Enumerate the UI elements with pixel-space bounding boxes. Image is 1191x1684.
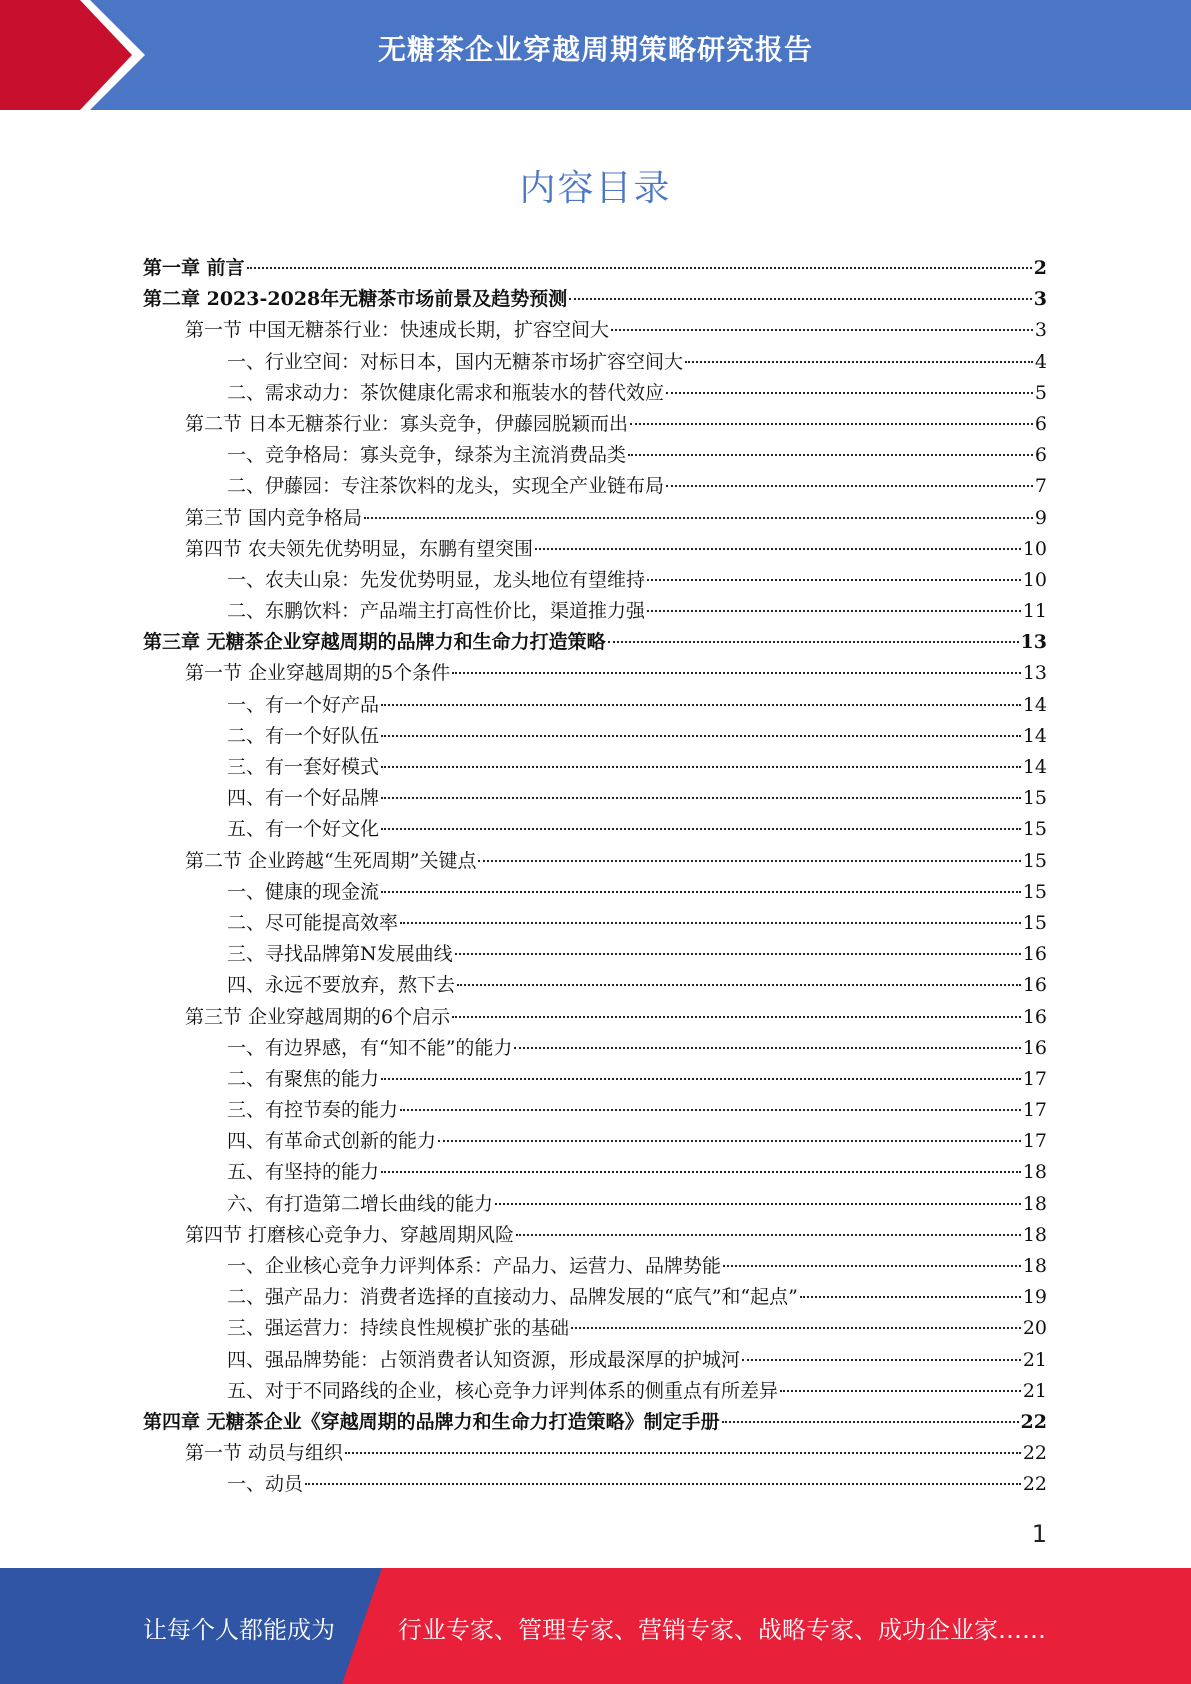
toc-entry[interactable] (143, 721, 1047, 752)
toc-entry[interactable] (143, 347, 1047, 378)
toc-dot-leader (723, 1265, 1021, 1267)
toc-entry-page: 10 (1022, 568, 1047, 591)
footer-slogan-left: 让每个人都能成为 (143, 1616, 335, 1644)
toc-entry-title: 一、健康的现金流 (227, 880, 380, 903)
toc-entry[interactable] (143, 565, 1047, 596)
toc-dot-leader (400, 1109, 1021, 1111)
toc-entry-title: 第三节 企业穿越周期的6个启示 (185, 1005, 451, 1028)
toc-entry[interactable] (143, 1064, 1047, 1095)
toc-entry[interactable] (143, 315, 1047, 346)
toc-entry-page: 22 (1022, 1473, 1047, 1496)
toc-entry[interactable] (143, 1376, 1047, 1407)
toc-entry[interactable] (143, 814, 1047, 845)
toc-entry-page: 16 (1022, 1005, 1047, 1028)
toc-dot-leader (345, 1452, 1021, 1454)
toc-dot-leader (800, 1296, 1021, 1298)
toc-entry-page: 2 (1033, 257, 1047, 279)
toc-entry-page: 20 (1022, 1317, 1047, 1340)
toc-entry-title: 四、有一个好品牌 (227, 787, 380, 810)
toc-entry-title: 一、竞争格局：寡头竞争，绿茶为主流消费品类 (227, 444, 627, 467)
toc-entry-page: 5 (1034, 381, 1047, 404)
toc-entry[interactable] (143, 970, 1047, 1001)
toc-dot-leader (495, 1203, 1021, 1205)
toc-dot-leader (381, 797, 1021, 799)
toc-entry-page: 21 (1022, 1379, 1047, 1402)
toc-entry-page: 6 (1034, 412, 1047, 435)
toc-entry-title: 一、行业空间：对标日本，国内无糖茶市场扩容空间大 (227, 350, 684, 373)
toc-dot-leader (400, 922, 1021, 924)
toc-entry-title: 五、对于不同路线的企业，核心竞争力评判体系的侧重点有所差异 (227, 1379, 779, 1402)
toc-entry-page: 15 (1022, 880, 1047, 903)
toc-dot-leader (535, 548, 1021, 550)
toc-entry-title: 一、动员 (227, 1473, 304, 1496)
toc-entry-page: 9 (1034, 506, 1047, 529)
toc-dot-leader (452, 672, 1021, 674)
toc-entry[interactable] (143, 1126, 1047, 1157)
toc-dot-leader (381, 891, 1021, 893)
header-bar (0, 0, 1191, 110)
toc-entry[interactable] (143, 378, 1047, 409)
toc-entry-page: 6 (1034, 444, 1047, 467)
toc-entry[interactable] (143, 1407, 1047, 1438)
toc-entry[interactable] (143, 1095, 1047, 1126)
toc-entry[interactable] (143, 1251, 1047, 1282)
toc-entry-page: 4 (1034, 350, 1047, 373)
toc-entry[interactable] (143, 253, 1047, 284)
toc-entry-title: 一、农夫山泉：先发优势明显，龙头地位有望维持 (227, 568, 646, 591)
toc-entry[interactable] (143, 1220, 1047, 1251)
report-title: 无糖茶企业穿越周期策略研究报告 (377, 33, 813, 66)
toc-dot-leader (381, 735, 1021, 737)
toc-entry-title: 四、有革命式创新的能力 (227, 1130, 437, 1153)
toc-entry[interactable] (143, 534, 1047, 565)
toc-entry-title: 二、有聚焦的能力 (227, 1067, 380, 1090)
toc-entry-page: 17 (1022, 1067, 1047, 1090)
toc-entry-title: 四、永远不要放弃，熬下去 (227, 974, 456, 997)
toc-dot-leader (381, 766, 1021, 768)
toc-entry-title: 二、尽可能提高效率 (227, 911, 399, 934)
toc-dot-leader (247, 267, 1032, 269)
toc-entry-title: 二、强产品力：消费者选择的直接动力、品牌发展的“底气”和“起点” (227, 1286, 798, 1309)
toc-entry-page: 14 (1022, 756, 1047, 778)
toc-entry[interactable] (143, 908, 1047, 939)
toc-dot-leader (381, 1171, 1021, 1173)
toc-entry-title: 三、有控节奏的能力 (227, 1099, 399, 1122)
toc-entry[interactable] (143, 1189, 1047, 1220)
toc-dot-leader (666, 485, 1033, 487)
toc-entry-page: 19 (1022, 1286, 1047, 1309)
toc-entry-page: 15 (1022, 818, 1047, 841)
toc-entry-title: 第一章 前言 (143, 257, 245, 279)
toc-entry-page: 14 (1022, 693, 1047, 716)
footer-slogan-right: 行业专家、管理专家、营销专家、战略专家、成功企业家…… (398, 1616, 1046, 1644)
toc-entry-title: 六、有打造第二增长曲线的能力 (227, 1192, 494, 1215)
toc-dot-leader (685, 361, 1033, 363)
toc-dot-leader (457, 984, 1021, 986)
toc-entry-page: 13 (1020, 631, 1047, 654)
toc-entry-page: 21 (1022, 1348, 1047, 1371)
toc-entry-page: 3 (1033, 288, 1047, 311)
toc-entry-title: 第一节 中国无糖茶行业：快速成长期，扩容空间大 (185, 319, 610, 342)
toc-entry[interactable] (143, 690, 1047, 721)
toc-entry[interactable] (143, 658, 1047, 689)
toc-dot-leader (381, 828, 1021, 830)
toc-entry-title: 三、寻找品牌第N发展曲线 (227, 943, 453, 966)
toc-entry-title: 五、有坚持的能力 (227, 1161, 380, 1184)
toc-entry-title: 二、需求动力：茶饮健康化需求和瓶装水的替代效应 (227, 381, 665, 404)
toc-entry-page: 15 (1022, 911, 1047, 934)
toc-dot-leader (455, 953, 1021, 955)
toc-entry[interactable] (143, 1345, 1047, 1376)
toc-entry-title: 第四节 农夫领先优势明显，东鹏有望突围 (185, 537, 534, 560)
toc-entry[interactable] (143, 409, 1047, 440)
toc-entry[interactable] (143, 939, 1047, 970)
toc-entry-title: 二、伊藤园：专注茶饮料的龙头，实现全产业链布局 (227, 475, 665, 498)
toc-entry-page: 11 (1022, 600, 1047, 623)
toc-entry[interactable] (143, 471, 1047, 502)
toc-dot-leader (364, 517, 1033, 519)
toc-dot-leader (571, 1327, 1021, 1329)
toc-entry-page: 15 (1022, 849, 1047, 872)
toc-entry[interactable] (143, 1002, 1047, 1033)
toc-entry[interactable] (143, 877, 1047, 908)
toc-entry-page: 18 (1022, 1223, 1047, 1246)
toc-dot-leader (628, 454, 1033, 456)
page-number: 1 (1031, 1520, 1047, 1548)
toc-entry-title: 第二章 2023-2028年无糖茶市场前景及趋势预测 (143, 288, 568, 311)
toc-entry[interactable] (143, 284, 1047, 315)
toc-dot-leader (381, 704, 1021, 706)
toc-dot-leader (611, 329, 1033, 331)
toc-entry-title: 二、有一个好队伍 (227, 724, 380, 747)
toc-entry-page: 3 (1034, 319, 1047, 342)
toc-entry-page: 17 (1022, 1099, 1047, 1122)
toc-entry-title: 三、强运营力：持续良性规模扩张的基础 (227, 1317, 570, 1340)
toc-entry-title: 一、有边界感，有“知不能”的能力 (227, 1036, 513, 1059)
toc-entry-title: 第三章 无糖茶企业穿越周期的品牌力和生命力打造策略 (143, 631, 606, 654)
toc-entry[interactable] (143, 1157, 1047, 1188)
toc-entry-title: 一、有一个好产品 (227, 693, 380, 716)
toc-entry-page: 15 (1022, 787, 1047, 810)
toc-entry[interactable] (143, 846, 1047, 877)
toc-entry-page: 22 (1022, 1442, 1047, 1465)
toc-entry-title: 第四节 打磨核心竞争力、穿越周期风险 (185, 1223, 515, 1246)
toc-entry-title: 第二节 企业跨越“生死周期”关键点 (185, 849, 477, 872)
toc-dot-leader (647, 579, 1021, 581)
toc-dot-leader (305, 1483, 1021, 1485)
toc-dot-leader (478, 860, 1020, 862)
toc-entry[interactable] (143, 783, 1047, 814)
toc-entry-page: 16 (1022, 974, 1047, 997)
toc-entry-page: 13 (1022, 662, 1047, 685)
toc-entry-page: 16 (1022, 943, 1047, 966)
toc-entry[interactable] (143, 1438, 1047, 1469)
toc-entry[interactable] (143, 440, 1047, 471)
toc-entry-title: 第二节 日本无糖茶行业：寡头竞争，伊藤园脱颖而出 (185, 412, 629, 435)
toc-dot-leader (608, 641, 1019, 643)
toc-entry-title: 第一节 动员与组织 (185, 1442, 344, 1465)
toc-entry[interactable] (143, 596, 1047, 627)
toc-entry[interactable] (143, 752, 1047, 783)
toc-entry[interactable] (143, 1282, 1047, 1313)
toc-entry-title: 第一节 企业穿越周期的5个条件 (185, 662, 451, 685)
toc-dot-leader (722, 1421, 1019, 1423)
toc-entry-title: 三、有一套好模式 (227, 756, 380, 778)
toc-entry-page: 17 (1022, 1130, 1047, 1153)
toc-entry-page: 18 (1022, 1161, 1047, 1184)
toc-dot-leader (569, 298, 1032, 300)
toc-entry-title: 第三节 国内竞争格局 (185, 506, 363, 529)
toc-entry-page: 18 (1022, 1255, 1047, 1277)
toc-entry[interactable] (143, 1033, 1047, 1064)
toc-entry-page: 7 (1034, 475, 1047, 498)
toc-entry[interactable] (143, 1313, 1047, 1344)
toc-dot-leader (516, 1234, 1021, 1236)
toc-dot-leader (452, 1016, 1021, 1018)
toc-dot-leader (438, 1140, 1021, 1142)
toc-entry-page: 14 (1022, 724, 1047, 747)
toc-dot-leader (742, 1359, 1021, 1361)
toc-dot-leader (514, 1047, 1020, 1049)
toc-entry[interactable] (143, 503, 1047, 534)
toc-entry-page: 22 (1020, 1410, 1047, 1433)
toc-entry-title: 五、有一个好文化 (227, 818, 380, 841)
toc-entry[interactable] (143, 627, 1047, 658)
toc-entry-title: 一、企业核心竞争力评判体系：产品力、运营力、品牌势能 (227, 1255, 722, 1277)
toc-entry-title: 第四章 无糖茶企业《穿越周期的品牌力和生命力打造策略》制定手册 (143, 1410, 720, 1433)
toc-entry[interactable] (143, 1469, 1047, 1500)
toc-dot-leader (381, 1078, 1021, 1080)
table-of-contents (143, 253, 1047, 1501)
toc-dot-leader (647, 610, 1021, 612)
toc-entry-page: 16 (1022, 1036, 1047, 1059)
toc-entry-title: 四、强品牌势能：占领消费者认知资源，形成最深厚的护城河 (227, 1348, 741, 1371)
toc-heading: 内容目录 (519, 168, 672, 209)
toc-entry-page: 10 (1022, 537, 1047, 560)
toc-entry-page: 18 (1022, 1192, 1047, 1215)
toc-dot-leader (666, 392, 1033, 394)
toc-dot-leader (630, 423, 1033, 425)
toc-entry-title: 二、东鹏饮料：产品端主打高性价比，渠道推力强 (227, 600, 646, 623)
toc-dot-leader (780, 1390, 1021, 1392)
